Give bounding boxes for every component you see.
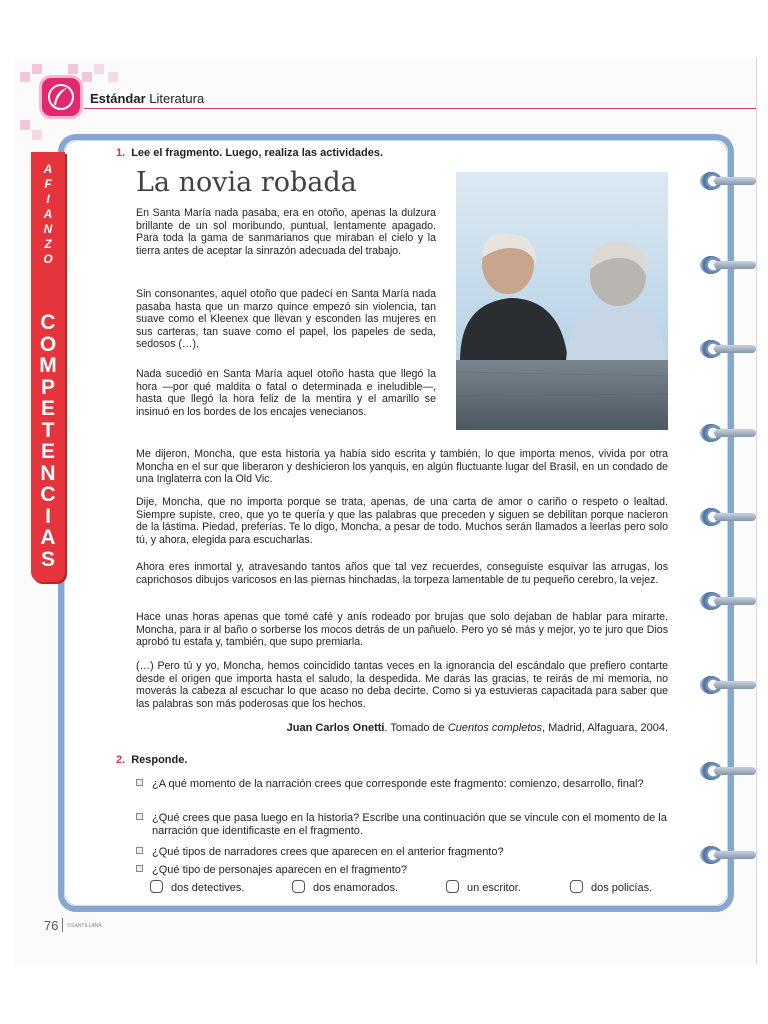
afianzo-competencias-tab <box>31 152 65 582</box>
header-title <box>90 91 204 106</box>
book-title: Cuentos completos <box>447 722 543 734</box>
story-paragraph: Sin consonantes, aquel otoño que padecí en Santa María nada pasaba hasta que un marzo quince empezó sin violencia, tan suave como el Kleenex que llevan y esconden las mujeres en sus carteras, tan suave como el papel, los papeles de seda, sedosos (…). <box>136 288 436 350</box>
activity-number: 1. <box>116 147 126 159</box>
side-tab-letter: N <box>43 222 53 236</box>
question-text: ¿Qué crees que pasa luego en la historia? Escribe una continuación que se vincule con el momento de la narración que identificaste en el fragmento. <box>152 812 667 837</box>
checkbox-icon[interactable] <box>292 880 305 893</box>
spiral-ring-icon <box>700 340 756 358</box>
subject-name: Literatura <box>149 91 205 106</box>
question-item <box>136 812 670 838</box>
checkbox-icon[interactable] <box>150 880 163 893</box>
side-tab-letter: E <box>40 397 55 420</box>
side-tab-letter: A <box>43 162 53 176</box>
story-paragraph: En Santa María nada pasaba, era en otoño, apenas la dulzura brillante de un sol moribundo, puntual, lentamente apagado. Para toda la gama de sanmarianos que miraban el cielo y la tierra antes de aceptar la sinrazón adecuada del trabajo. <box>136 207 436 257</box>
instruction-text: Lee el fragmento. Luego, realiza las actividades. <box>131 147 384 159</box>
option-un-escritor[interactable] <box>446 880 521 894</box>
page-footer <box>44 918 102 933</box>
spiral-ring-icon <box>700 508 756 526</box>
side-tab-letter: C <box>40 311 56 334</box>
checkbox-icon[interactable] <box>446 880 459 893</box>
story-paragraph: Nada sucedió en Santa María aquel otoño hasta que llegó la hora —por qué maldita o fatal o determinada e ineludible—, hasta que llegó la hora feliz de la mentira y el amarillo se insinuó en los bordes de los encajes venecianos. <box>136 368 436 418</box>
story-title: La novia robada <box>136 167 357 198</box>
bullet-icon <box>136 865 143 872</box>
side-tab-big-text <box>31 312 65 570</box>
story-paragraph: (…) Pero tú y yo, Moncha, hemos coincidido tantas veces en la ignorancia del escándalo que prefiero contarte desde el origen que importa hasta el saludo, la despedida. Me darás las gracias, te reirás de mi memoria, no moverás la cabeza al escuchar lo que acaso no deba decirte. Como si ya estuvieras capacitada para saber que las palabras son más poderosas que los hechos. <box>136 660 668 710</box>
side-tab-letter: I <box>45 504 51 528</box>
side-tab-letter: E <box>40 440 55 463</box>
spiral-ring-icon <box>700 172 756 190</box>
side-tab-letter: I <box>46 192 50 206</box>
story-credit <box>136 722 668 734</box>
option-dos-policias[interactable] <box>570 880 652 894</box>
story-paragraph: Ahora eres inmortal y, atravesando tantos años que tal vez recuerdes, conseguiste esquivar las arrugas, los caprichosos dibujos varicosos en las piernas hinchadas, la torpeza lamentable de tu pequeño cerebro, la vejez. <box>136 561 668 586</box>
question-text: ¿A qué momento de la narración crees que corresponde este fragmento: comienzo, desarrollo, final? <box>152 778 644 790</box>
option-label: dos enamorados. <box>313 882 398 894</box>
side-tab-letter: A <box>40 526 56 549</box>
side-tab-letter: P <box>40 375 55 399</box>
option-label: dos policías. <box>591 882 653 894</box>
activity-number: 2. <box>116 754 126 766</box>
spiral-ring-icon <box>700 676 756 694</box>
credit-text: . Tomado de <box>384 722 448 734</box>
option-label: un escritor. <box>467 882 521 894</box>
series-name: Estándar <box>90 91 146 106</box>
side-tab-letter: F <box>44 177 52 191</box>
option-label: dos detectives. <box>171 882 245 894</box>
elderly-couple-photo <box>456 172 668 430</box>
side-tab-letter: A <box>43 207 53 221</box>
spiral-ring-icon <box>700 592 756 610</box>
side-tab-small-text <box>31 162 65 267</box>
literature-quill-icon <box>42 78 80 116</box>
side-tab-letter: T <box>41 418 55 442</box>
activity-2-instruction <box>116 754 187 766</box>
story-paragraph: Me dijeron, Moncha, que esta historia ya había sido escrita y también, lo que importa menos, vivida por otra Moncha en el sur que liberaron y deshicieron los yanquis, en algún fluctuante lugar del Brasil, en un condado de una Inglaterra con la Old Vic. <box>136 448 668 485</box>
bullet-icon <box>136 813 143 820</box>
credit-text: , Madrid, Alfaguara, 2004. <box>542 722 668 734</box>
bullet-icon <box>136 847 143 854</box>
header-divider <box>84 108 756 109</box>
author-name: Juan Carlos Onetti <box>286 722 385 734</box>
question-item <box>136 864 670 877</box>
spiral-ring-icon <box>700 424 756 442</box>
story-paragraph: Dije, Moncha, que no importa porque se trata, apenas, de una carta de amor o cariño o respeto o lealtad. Siempre supiste, creo, que yo te quería y que las palabras que preceden y siguen se debilitan porque nacieron de la lástima. Piedad, preferías. Te lo digo, Moncha, a pesar de todo. Muchos serán llamados a leerlas pero solo tú, y ahora, elegida para escucharlas. <box>136 496 668 546</box>
publisher-logo: ©SANTILLANA <box>67 923 102 929</box>
question-item <box>136 778 670 791</box>
option-dos-detectives[interactable] <box>150 880 244 894</box>
spiral-ring-icon <box>700 256 756 274</box>
spiral-ring-icon <box>700 846 756 864</box>
story-paragraph: Hace unas horas apenas que tomé café y anís rodeado por brujas que solo dejaban de hablar para mirarte. Moncha, para ir al baño o sorberse los mocos detrás de un pañuelo. Pero yo sé más y mejor, yo te juro que Dios aprobó tu estafa y, también, que supo premiarla. <box>136 611 668 648</box>
question-text: ¿Qué tipos de narradores crees que aparecen en el anterior fragmento? <box>152 846 504 858</box>
answer-options <box>150 880 670 898</box>
side-tab-letter: N <box>40 461 56 485</box>
bullet-icon <box>136 779 143 786</box>
side-tab-letter: O <box>43 252 53 266</box>
side-tab-letter: S <box>40 547 55 571</box>
instruction-text: Responde. <box>131 754 188 766</box>
side-tab-letter: O <box>39 332 57 356</box>
page-number: 76 <box>44 918 59 933</box>
checkbox-icon[interactable] <box>570 880 583 893</box>
side-tab-letter: C <box>40 483 56 506</box>
question-item <box>136 846 670 859</box>
question-text: ¿Qué tipo de personajes aparecen en el fragmento? <box>152 864 407 876</box>
side-tab-letter: Z <box>44 237 52 251</box>
side-tab-letter: M <box>39 354 57 377</box>
spiral-ring-icon <box>700 762 756 780</box>
option-dos-enamorados[interactable] <box>292 880 398 894</box>
activity-1-instruction <box>116 147 383 159</box>
